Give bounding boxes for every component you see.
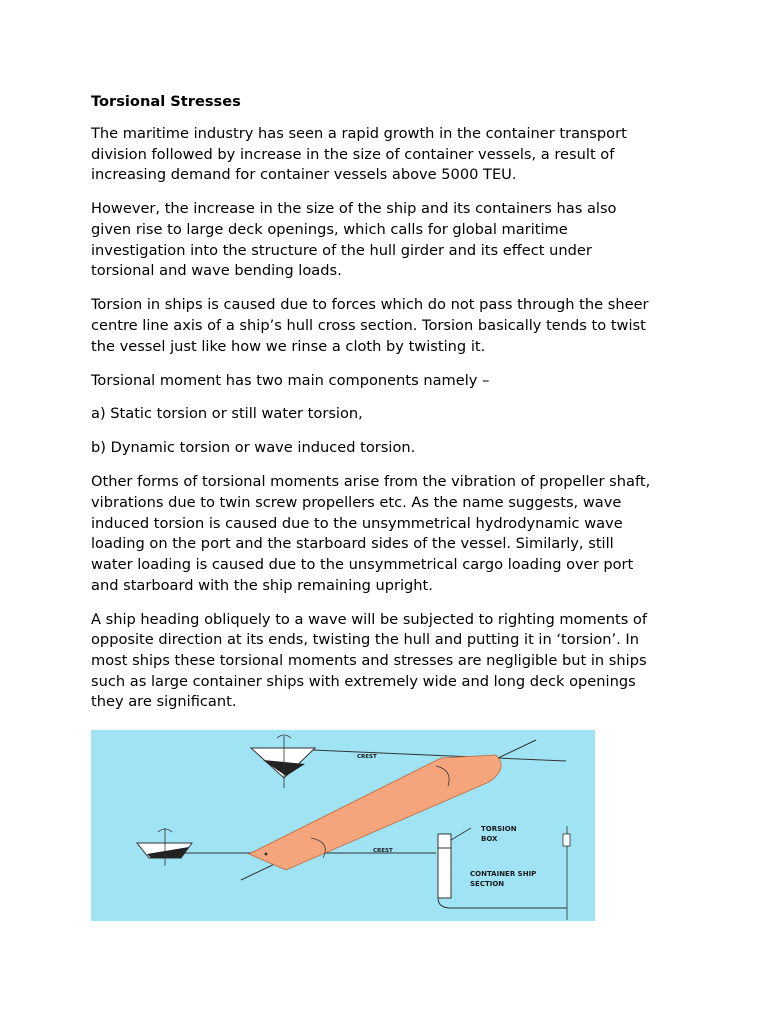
paragraph-container-growth: The maritime industry has seen a rapid growth in the container transport division followed by increase in the size of container vessels, a result of increasing demand for container vessels above 5000 TEU.: [91, 125, 627, 184]
torsion-diagram: [91, 730, 595, 921]
section-bottom: [137, 828, 192, 866]
label-crest-top: CREST: [357, 754, 377, 760]
paragraph-torsion-cause: Torsion in ships is caused due to forces which do not pass through the sheer centre line axis of a ship’s hull cross section. Torsion basically tends to twist the vessel just like how we rinse a cloth by twisting it.: [91, 296, 649, 355]
label-crest-bottom: CREST: [373, 848, 393, 854]
document-title: Torsional Stresses: [91, 93, 241, 110]
paragraph-components-intro: Torsional moment has two main components namely –: [91, 371, 490, 389]
paragraph-oblique-heading: A ship heading obliquely to a wave will be subjected to righting moments of opposite direction at its ends, twisting the hull and putting it in ‘torsion’. In most ships these torsional moments and stresses are negligible but in ships such as large container ships with extremely wide and long deck openings they are significant.: [91, 610, 648, 711]
paragraph-other-forms: Other forms of torsional moments arise from the vibration of propeller shaft, vibrations due to twin screw propellers etc. As the name suggests, wave induced torsion is caused due to the unsymmetrical hydrodynamic wave loading on the port and the starboard sides of the vessel. Similarly, still water loading is caused due to the unsymmetrical cargo loading over port and starboard with the ship remaining upright.: [91, 473, 651, 594]
torsion-diagram-figure: [91, 730, 595, 921]
label-section-1: CONTAINER SHIP: [470, 870, 537, 878]
section-top: [251, 735, 315, 788]
document-body: [91, 92, 691, 726]
stern-point: [265, 853, 268, 856]
label-torsion-box-2: BOX: [481, 835, 498, 843]
paragraph-deck-openings: However, the increase in the size of the ship and its containers has also given rise to large deck openings, which calls for global maritime investigation into the structure of the hull girder and its effect under torsional and wave bending loads.: [91, 200, 617, 280]
list-item-dynamic-torsion: b) Dynamic torsion or wave induced torsion.: [91, 439, 416, 457]
label-torsion-box-1: TORSION: [481, 825, 517, 833]
label-section-2: SECTION: [470, 880, 505, 888]
list-item-static-torsion: a) Static torsion or still water torsion,: [91, 405, 363, 423]
